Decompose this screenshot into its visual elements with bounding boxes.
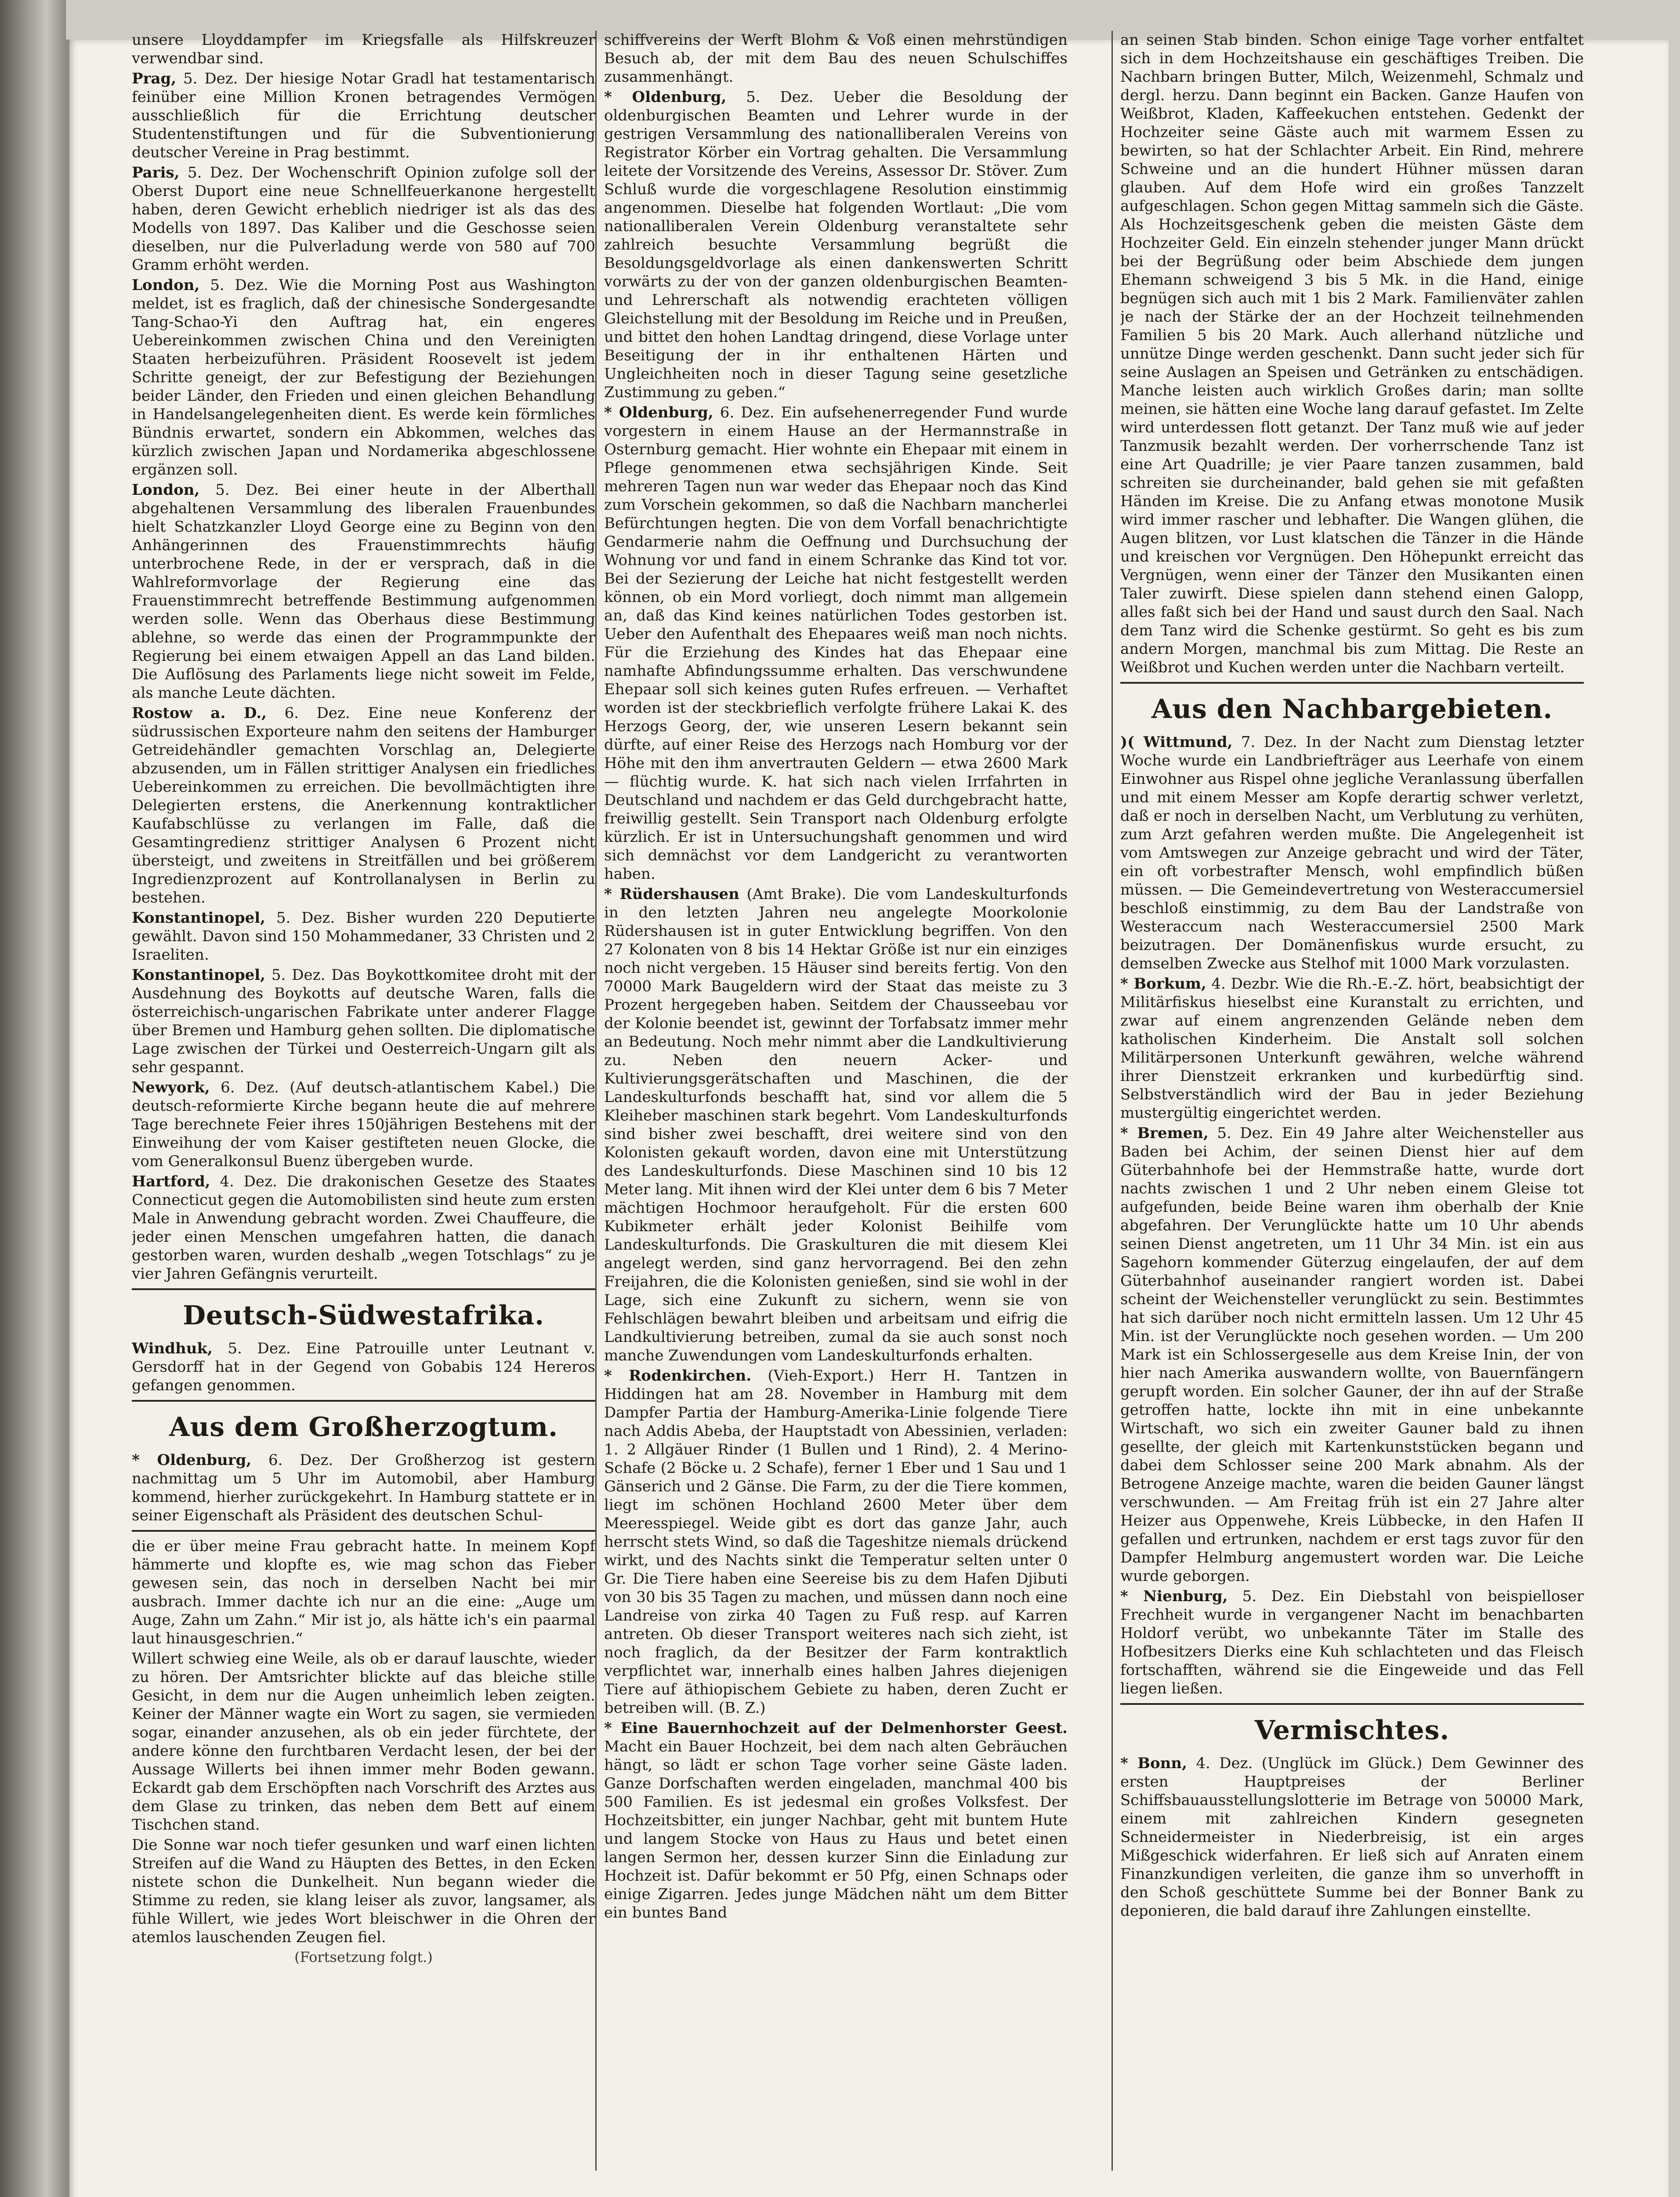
section-divider [1120,1703,1584,1705]
dateline: * Bonn, [1120,1755,1187,1772]
article-text: 4. Dezbr. Wie die Rh.-E.-Z. hört, beabsichtigt der Militärfiskus hieselbst eine Kuranstalt zu errichten, und zwar auf einem angrenzenden Gelände neben dem katholischen Kinderheim. Die Anstalt soll solchen Militärpersonen Unterkunft gewähren, welche während ihrer Dienstzeit erkranken und kurbedürftig sind. Selbstverständlich wird der Bau in jeder Beziehung mustergültig eingerichtet werden. [1120,975,1584,1122]
dateline: * Eine Bauernhochzeit auf der Delmenhorster Geest. [604,1719,1068,1737]
section-heading: Vermischtes. [1254,1715,1450,1746]
article-text: 5. Dez. Der Wochenschrift Opinion zufolge soll der Oberst Duport eine neue Schnellfeuerkanone hergestellt haben, deren Gewicht erheblich niedriger ist als das des Modells von 1897. Das Kaliber und die Geschosse seien dieselben, nur die Pulverladung werde von 580 auf 700 Gramm erhöht werden. [132,164,595,274]
article [132,69,595,162]
article [132,966,595,1077]
article-text: 4. Dez. Die drakonischen Gesetze des Staates Connecticut gegen die Automobilisten sind heute zum ersten Male in Anwendung gebracht worden. Zwei Chauffeure, die jeder einen Menschen umgefahren hatten, die danach gestorben waren, wurden deshalb „wegen Totschlags“ zu je vier Jahren Gefängnis verurteilt. [132,1173,595,1283]
article [132,481,595,702]
article-text: 6. Dez. Der Großherzog ist gestern nachmittag um 5 Uhr im Automobil, aber Hamburg kommend, hierher zurückgekehrt. In Hamburg stattete er in seiner Eigenschaft als Präsident des deutschen Schul- [132,1451,595,1524]
dateline: * Oldenburg, [604,404,713,421]
dateline: * Borkum, [1120,975,1206,993]
article-text: 5. Dez. Wie die Morning Post aus Washington meldet, ist es fraglich, daß der chinesische Sondergesandte Tang-Schao-Yi den Auftrag hat, ein engeres Uebereinkommen zwischen China und den Vereinigten Staaten herbeizuführen. Präsident Roosevelt ist jedem Schritte geneigt, der zur Befestigung der Beziehungen beider Länder, den Frieden und einen gleichen Behandlung in Handelsangelegenheiten dient. Es werde kein förmliches Bündnis erwartet, sondern ein Abkommen, welches das kürzlich zwischen Japan und Nordamerika abgeschlossene ergänzen soll. [132,276,595,479]
article-text: 6. Dez. Eine neue Konferenz der südrussischen Exporteure nahm den seitens der Hamburger Getreidehändler gemachten Vorschlag an, Delegierte abzusenden, um in Fällen strittiger Analysen ein friedliches Uebereinkommen zu erreichen. Die bevollmächtigten ihre Delegierten erstens, die Anerkennung kontraktlicher Kaufabschlüsse zu verlangen im Falle, daß die Gesamtingredienz strittiger Analysen 6 Prozent nicht übersteigt, und zweitens in Streitfällen und bei größerem Ingredienzprozent auf Kontrollanalysen in Berlin zu bestehen. [132,704,595,906]
dateline: * Oldenburg, [604,88,727,106]
column-rule [595,31,597,2171]
dateline: Windhuk, [132,1340,213,1357]
dateline: London, [132,276,200,294]
article [1120,1124,1584,1585]
article-text: (Vieh-Export.) Herr H. Tantzen in Hiddingen hat am 28. November in Hamburg mit dem Dampfer Partia der Hamburg-Amerika-Linie folgende Tiere nach Addis Abeba, der Hauptstadt von Abessinien, verladen: 1. 2 Allgäuer Rinder (1 Bullen und 1 Rind), 2. 4 Merino-Schafe (2 Böcke u. 2 Schafe), ferner 1 Eber und 1 Sau und 1 Gänserich und 2 Gänse. Die Farm, zu der die Tiere kommen, liegt im schönen Hochland 2600 Meter über dem Meeresspiegel. Weide gibt es dort das ganze Jahr, auch herrscht stets Wind, so daß die Tageshitze niemals drückend wirkt, und des Nachts sinkt die Temperatur selten unter 0 Gr. Die Tiere haben eine Seereise bis zu dem Hafen Djibuti von 30 bis 35 Tagen zu machen, und müssen dann noch eine Landreise von zirka 40 Tagen zu Fuß resp. auf Karren antreten. Ob dieser Transport weiteres nach sich zieht, ist noch fraglich, da der Besitzer der Farm kontraktlich verpflichtet war, innerhalb eines halben Jahres diejenigen Tiere auf äthiopischem Gebiete zu haben, deren Zucht er betreiben will. (B. Z.) [604,1367,1068,1717]
dateline: * Rodenkirchen. [604,1367,752,1385]
article-text: 5. Dez. Das Boykottkomitee droht mit der Ausdehnung des Boykotts auf deutsche Waren, falls die österreichisch-ungarischen Fabrikate unter anderer Flagge über Bremen und Hamburg gehen sollten. Die diplomatische Lage zwischen der Türkei und Oesterreich-Ungarn gilt als sehr gespannt. [132,966,595,1076]
dateline: Prag, [132,70,177,87]
serial-paragraph: die er über meine Frau gebracht hatte. In meinem Kopf hämmerte und klopfte es, wie mag schon das Fieber gewesen sein, das noch in derselben Nacht bei mir ausbrach. Immer dachte ich nur an die eine: „Auge um Auge, Zahn um Zahn.“ Mir ist jo, als hätte ich's ein paarmal laut hinausgeschrien.“ [132,1537,595,1647]
serial-paragraph: Die Sonne war noch tiefer gesunken und warf einen lichten Streifen auf die Wand zu Häupten des Bettes, in den Ecken nistete schon die Dunkelheit. Nun begann wieder die Stimme zu reden, sie klang leiser als zuvor, langsamer, als fühle Willert, wie jedes Wort bleischwer in die Ohren der atemlos lauschenden Zeugen fiel. [132,1836,595,1946]
article-text: unsere Lloyddampfer im Kriegsfalle als Hilfskreuzer verwendbar sind. [132,31,595,67]
article-text: schiffvereins der Werft Blohm & Voß einen mehrstündigen Besuch ab, der mit dem Bau des neuen Schulschiffes zusammenhängt. [604,31,1068,86]
article [132,163,595,274]
article [604,88,1068,402]
section-heading: Aus den Nachbargebieten. [1151,694,1553,725]
dateline: Newyork, [132,1079,210,1096]
article-text: 5. Dez. Bisher wurden 220 Deputierte gewählt. Davon sind 150 Mohammedaner, 33 Christen und 2 Israeliten. [132,909,595,964]
article-text: 7. Dez. In der Nacht zum Dienstag letzter Woche wurde ein Landbriefträger aus Leerhafe von einem Einwohner aus Rispel ohne jegliche Veranlassung überfallen und mit einem Messer am Kopfe derartig schwer verletzt, daß er noch in derselben Nacht, um Verblutung zu verhüten, zum Arzt gefahren werden mußte. Die Angelegenheit ist vom Amtswegen zur Anzeige gebracht und wird der Täter, ein oft vorbestrafter Mensch, wohl empfindlich büßen müssen. — Die Gemeindevertretung von Westeraccumersiel beschloß einstimmig, zu dem Bau der Landstraße von Westeraccum nach Westeraccumersiel 2500 Mark beizutragen. Der Domänenfiskus wurde ersucht, zu demselben Zwecke aus Stelhof mit 1000 Mark vorzulasten. [1120,733,1584,972]
article-text: an seinen Stab binden. Schon einige Tage vorher entfaltet sich in dem Hochzeitshause ein geschäftiges Treiben. Die Nachbarn bringen Butter, Milch, Weizenmehl, Schmalz und dergl. herzu. Dann beginnt ein Backen. Ganze Haufen von Weißbrot, Kladen, Kaffeekuchen entstehen. Gedenkt der Hochzeiter seine Gäste auch mit warmem Essen zu bewirten, so hat der Schlachter Arbeit. Ein Rind, mehrere Schweine und an die hundert Hühner müssen daran glauben. Auf dem Hofe wird ein großes Tanzzelt aufgeschlagen. Schon gegen Mittag sammeln sich die Gäste. Als Hochzeitsgeschenk geben die meisten Gäste dem Hochzeiter Geld. Ein einzeln stehender junger Mann drückt bei der Begrüßung oder beim Abschiede dem jungen Ehemann schweigend 3 bis 5 Mk. in die Hand, einige begnügen sich auch mit 1 bis 2 Mark. Familienväter zahlen je nach der Stärke der an der Hochzeit teilnehmenden Familien 5 bis 20 Mark. Auch allerhand nützliche und unnütze Dinge werden geschenkt. Dann sucht jeder sich für seine Auslagen an Speisen und Getränken zu entschädigen. Manche leisten auch wirklich Großes darin; man sollte meinen, sie hätten eine Woche lang darauf gefastet. Im Zelte wird unterdessen flott getanzt. Der Tanz muß wie auf jeder Tanzmusik bezahlt werden. Der vorherrschende Tanz ist eine Art Quadrille; je vier Paare tanzen zusammen, bald schreiten sie durcheinander, bald gehen sie mit gefaßten Händen im Kreise. Die zu Anfang etwas monotone Musik wird immer rascher und lebhafter. Die Wangen glühen, die Augen blitzen, vor Lust klatschen die Tänzer in die Hände und kreischen vor Vergnügen. Den Höhepunkt erreicht das Vergnügen, wenn einer der Tänzer den Musikanten einen Taler zuwirft. Diese spielen dann stehend einen Galopp, alles faßt sich bei der Hand und saust durch den Saal. Nach dem Tanz wird die Schenke gestürmt. So geht es bis zum andern Morgen, manchmal bis zum Mittag. Die Reste an Weißbrot und Kuchen werden unter die Nachbarn verteilt. [1120,31,1584,676]
article [604,1719,1068,1922]
feuilleton-divider [132,1530,595,1532]
article-text: 6. Dez. Ein aufsehenerregender Fund wurde vorgestern in einem Hause an der Hermannstraße in Osternburg gemacht. Hier wohnte ein Ehepaar mit einem in Pflege genommenen etwa sechsjährigen Kinde. Seit mehreren Tagen nun war weder das Ehepaar noch das Kind zum Vorschein gekommen, so daß die Nachbarn mancherlei Befürchtungen hegten. Die von dem Vorfall benachrichtigte Gendarmerie nahm die Oeffnung und Durchsuchung der Wohnung vor und fand in einem Schranke das Kind tot vor. Bei der Sezierung der Leiche hat nicht festgestellt werden können, ob ein Mord vorliegt, doch nimmt man allgemein an, daß das Kind keines natürlichen Todes gestorben ist. Ueber den Aufenthalt des Ehepaares weiß man noch nichts. Für die Erziehung des Kindes hat das Ehepaar eine namhafte Abfindungssumme erhalten. Das verschwundene Ehepaar soll sich keines guten Rufes erfreuen. — Verhaftet worden ist der steckbrieflich verfolgte frühere Lakai K. des Herzogs Georg, der, wie unseren Lesern bekannt sein dürfte, auf einer Reise des Herzogs nach Homburg vor der Höhe mit den ihm anvertrauten Geldern — etwa 2600 Mark — flüchtig wurde. K. hat sich nach vielen Irrfahrten in Deutschland und nachdem er das Geld durchgebracht hatte, freiwillig gestellt. Sein Transport nach Oldenburg erfolgte kürzlich. Er ist in Untersuchungshaft genommen und wird sich demnächst vor dem Landgericht zu verantworten haben. [604,404,1068,883]
dateline: Rostow a. D., [132,704,267,722]
dateline: Konstantinopel, [132,966,265,984]
article-text: 6. Dez. (Auf deutsch-atlantischem Kabel.) Die deutsch-reformierte Kirche begann heute die auf mehrere Tage berechnete Feier ihres 150jährigen Bestehens mit der Einweihung der vom Kaiser gestifteten neuen Glocke, die vom Generalkonsul Buenz übergeben wurde. [132,1079,595,1170]
article [1120,975,1584,1122]
dateline: )( Wittmund, [1120,733,1233,751]
column-left [132,31,595,2175]
article-text: Macht ein Bauer Hochzeit, bei dem nach alten Gebräuchen hängt, so lädt er schon Tage vorher seine Gäste laden. Ganze Dorfschaften werden eingeladen, manchmal 400 bis 500 Familien. Es ist jedesmal ein großes Volksfest. Der Hochzeitsbitter, ein junger Nachbar, geht mit buntem Hute und langem Stocke von Haus zu Haus und betet einen langen Sermon her, dessen kurzer Sinn die Einladung zur Hochzeit ist. Dafür bekommt er 50 Pfg, einen Schnaps oder einige Zigarren. Jedes junge Mädchen näht um dem Bitter ein buntes Band [604,1738,1068,1921]
continuation-note: (Fortsetzung folgt.) [294,1949,433,1965]
article [604,31,1068,86]
dateline: * Oldenburg, [132,1451,252,1469]
dateline: * Rüdershausen [604,885,739,903]
article [1120,31,1584,677]
article-text: 5. Dez. Eine Patrouille unter Leutnant v. Gersdorff hat in der Gegend von Gobabis 124 Hereros gefangen genommen. [132,1340,595,1394]
article-text: 5. Dez. Ueber die Besoldung der oldenburgischen Beamten und Lehrer wurde in der gestrigen Versammlung des nationalliberalen Vereins von Registrator Körber ein Vortrag gehalten. Die Versammlung leitete der Vorsitzende des Vereins, Assessor Dr. Stöver. Zum Schluß wurde die vorgeschlagene Resolution einstimmig angenommen. Dieselbe hat folgenden Wortlaut: „Die vom nationalliberalen Verein Oldenburg veranstaltete sehr zahlreich besuchte Versammlung begrüßt die Besoldungsgeldvorlage als einen dankenswerten Schritt vorwärts zu der von der ganzen oldenburgischen Beamten- und Lehrerschaft als notwendig erachteten völligen Gleichstellung mit der Besoldung im Reiche und in Preußen, und bittet den hohen Landtag dringend, diese Vorlage unter Beseitigung der in ihr enthaltenen Härten und Ungleichheiten noch in dieser Tagung seine gesetzliche Zustimmung zu geben.“ [604,88,1068,401]
section-divider [132,1288,595,1290]
article-text: 5. Dez. Ein 49 Jahre alter Weichensteller aus Baden bei Achim, der seinen Dienst hier auf dem Güterbahnhofe bei der Hemmstraße hatte, wurde dort nachts zwischen 1 und 2 Uhr neben einem Gleise tot aufgefunden, beide Beine waren ihm oberhalb der Knie abgefahren. Der Verunglückte hatte um 10 Uhr abends seinen Dienst angetreten, um 11 Uhr 34 Min. ist ein aus Sagehorn kommender Güterzug eingelaufen, der auf dem Güterbahnhof auseinander rangiert worden ist. Dabei scheint der Weichensteller verunglückt zu sein. Bestimmtes hat sich darüber noch nicht ermitteln lassen. Um 12 Uhr 45 Min. ist der Verunglückte noch gesehen worden. — Um 200 Mark ist ein Schlossergeselle aus dem Kreise Inin, der von hier nach Amerika auswandern wollte, von Bauernfängern gerupft worden. Ein solcher Gauner, der ihn auf der Straße getroffen hatte, lockte ihn mit in eine unbekannte Wirtschaft, wo sich ein zweiter Gauner bald zu ihnen gesellte, der gleich mit Kartenkunststücken begann und dabei dem Schlosser seine 200 Mark abnahm. Als der Betrogene Anzeige machte, waren die beiden Gauner längst verschwunden. — Am Freitag früh ist ein 27 Jahre alter Heizer aus Oppenwehe, Kreis Lübbecke, in den Hafen II gefallen und ertrunken, nachdem er erst tags zuvor für den Dampfer Helmburg angemustert worden war. Die Leiche wurde geborgen. [1120,1124,1584,1585]
article [132,1172,595,1283]
column-middle [604,31,1068,2175]
dateline: Hartford, [132,1173,210,1190]
article [132,704,595,907]
dateline: Konstantinopel, [132,909,265,927]
dateline: London, [132,481,200,499]
article [604,1367,1068,1717]
article-text: 5. Dez. Der hiesige Notar Gradl hat testamentarisch feinüber eine Million Kronen betragendes Vermögen ausschließlich für die Errichtung deutscher Studentenstiftungen und für die Subventionierung deutscher Vereine in Prag bestimmt. [132,70,595,161]
article-text: 5. Dez. Bei einer heute in der Alberthall abgehaltenen Versammlung des liberalen Frauenbundes hielt Schatzkanzler Lloyd George eine zu Beginn von den Anhängerinnen des Frauenstimmrechts häufig unterbrochene Rede, in der er versprach, daß in die Wahlreformvorlage der Regierung eine das Frauenstimmrecht betreffende Bestimmung aufgenommen werden solle. Wenn das Oberhaus diese Bestimmung ablehne, so werde das einen der Programmpunkte der Regierung bei einem etwaigen Appell an das Land bilden. Die Auflösung des Parlaments liege nicht soweit im Felde, als manche Leute dächten. [132,481,595,702]
article-text: (Amt Brake). Die vom Landeskulturfonds in den letzten Jahren neu angelegte Moorkolonie Rüdershausen ist in guter Entwicklung begriffen. Von den 27 Kolonaten von 8 bis 14 Hektar Größe ist nur ein einziges noch nicht vergeben. 15 Häuser sind bereits fertig. Von den 70000 Mark Baugeldern wird der Staat das meiste zu 3 Prozent hergegeben haben. Seitdem der Chausseebau vor der Kolonie beendet ist, gewinnt der Torfabsatz immer mehr an Bedeutung. Noch mehr nimmt aber die Landkultivierung zu. Neben den neuern Acker- und Kultivierungsgerätschaften und Maschinen, die der Landeskulturfonds beschafft hat, sind vor allem die 5 Kleiheber maschinen stark begehrt. Vom Landeskulturfonds sind bisher zwei beschafft, drei weitere sind von den Kolonisten gekauft worden, davon eine mit Unterstützung des Landeskulturfonds. Diese Maschinen sind 10 bis 12 Meter lang. Mit ihnen wird der Klei unter dem 6 bis 7 Meter mächtigen Hochmoor heraufgeholt. Für die ersten 600 Kubikmeter erhält jeder Kolonist Beihilfe vom Landeskulturfonds. Die Graskulturen die mit diesem Klei angelegt werden, sind ganz hervorragend. Bei den zehn Freijahren, die die Kolonisten genießen, sind sie wohl in der Lage, sich eine Zukunft zu sichern, wenn sie von Fehlschlägen bewahrt bleiben und arbeitsam und eifrig die Landkultivierung betreiben, zumal da sie auch sonst noch manche Zuwendungen vom Landeskulturfonds erhalten. [604,885,1068,1364]
section-heading: Aus dem Großherzogtum. [169,1412,558,1443]
article [132,1339,595,1395]
article [604,403,1068,883]
section-divider [132,1400,595,1402]
column-rule [1112,31,1113,2171]
article [1120,1587,1584,1698]
article [132,1078,595,1171]
article [132,276,595,479]
article [1120,1754,1584,1920]
dateline: * Nienburg, [1120,1588,1228,1605]
book-binding-edge [0,0,66,2197]
article [132,1451,595,1525]
article-text: 5. Dez. Ein Diebstahl von beispielloser Frechheit wurde in vergangener Nacht im benachbarten Holdorf verübt, wo unbekannte Täter im Stalle des Hofbesitzers Dierks eine Kuh schlachteten und das Fleisch fortschafften, während sie die Eingeweide und das Fell liegen ließen. [1120,1588,1584,1697]
article [604,885,1068,1365]
section-divider [1120,682,1584,684]
serial-paragraph: Willert schwieg eine Weile, als ob er darauf lauschte, wieder zu hören. Der Amtsrichter blickte auf das bleiche stille Gesicht, in dem nur die Augen unheimlich leben zeigten. Keiner der Männer wagte ein Wort zu sagen, sie vermieden sogar, einander anzusehen, als ob ein jeder fürchtete, der andere könne den furchtbaren Verdacht lesen, der bei der Aussage Willerts bei ihnen immer mehr Boden gewann. Eckardt gab dem Erschöpften nach Vorschrift des Arztes aus dem Glase zu trinken, das neben dem Bett auf einem Tischchen stand. [132,1650,595,1834]
article-text: 4. Dez. (Unglück im Glück.) Dem Gewinner des ersten Hauptpreises der Berliner Schiffsbauausstellungslotterie im Betrage von 50000 Mark, einem mit zahlreichen Kindern gesegneten Schneidermeister in Niederbreisig, ist ein arges Mißgeschick widerfahren. Er ließ sich auf Anraten einem Finanzkundigen verleiten, die ganze ihm so unverhofft in den Schoß geschüttete Summe bei der Bonner Bank zu deponieren, die bald darauf ihre Zahlungen einstellte. [1120,1755,1584,1920]
dateline: Paris, [132,164,180,181]
article [132,31,595,68]
dateline: * Bremen, [1120,1124,1209,1142]
article [1120,733,1584,973]
section-heading: Deutsch-Südwestafrika. [182,1300,545,1331]
column-right [1120,31,1584,2175]
article [132,909,595,964]
